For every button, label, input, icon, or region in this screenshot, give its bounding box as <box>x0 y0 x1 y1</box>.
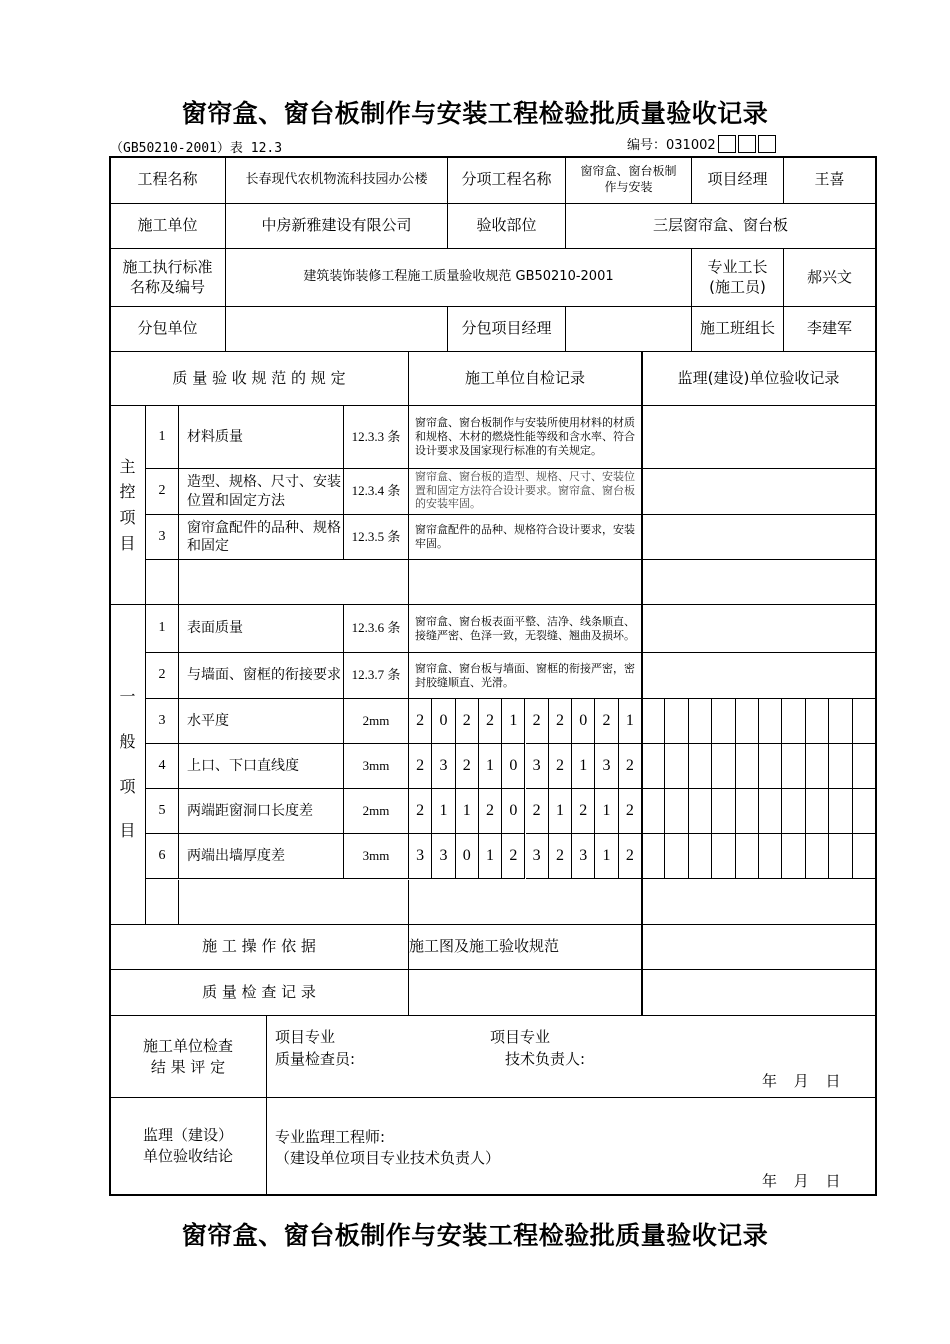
supervision-measure-cell[interactable] <box>642 789 665 834</box>
measured-value[interactable]: 2 <box>549 699 572 744</box>
measured-value[interactable]: 3 <box>526 744 549 789</box>
supervision-record[interactable] <box>642 605 876 653</box>
item-number: 2 <box>146 469 179 515</box>
measured-value[interactable]: 1 <box>595 834 618 879</box>
main-items-label <box>110 406 146 605</box>
measured-value[interactable]: 2 <box>479 699 502 744</box>
section-label-char: 一 <box>119 686 136 706</box>
basis-supervision-cell[interactable] <box>642 925 876 970</box>
supervision-record[interactable] <box>642 515 876 560</box>
self-check-record[interactable] <box>409 560 642 605</box>
item-name: 与墙面、窗框的衔接要求 <box>179 653 344 699</box>
item-name: 上口、下口直线度 <box>179 744 344 789</box>
measured-value[interactable]: 2 <box>456 699 479 744</box>
sub-project-label: 分项工程名称 <box>448 157 566 204</box>
self-check-record[interactable] <box>409 880 642 925</box>
supervision-measure-cell[interactable] <box>782 834 805 879</box>
constructor-label: 施工单位 <box>110 204 226 249</box>
measured-value[interactable]: 2 <box>619 834 642 879</box>
supervision-measure-cell[interactable] <box>736 744 759 789</box>
supervision-eval-label <box>110 1098 267 1195</box>
supervision-record[interactable] <box>642 560 876 605</box>
section-label-char: 主 <box>119 456 136 476</box>
standard-label: 施工执行标准名称及编号 <box>110 249 226 307</box>
supervision-measure-cell[interactable] <box>782 699 805 744</box>
supervision-measure-cell[interactable] <box>736 789 759 834</box>
self-check-record[interactable]: 窗帘盒配件的品种、规格符合设计要求，安装牢固。 <box>409 515 642 560</box>
supervision-measure-cell[interactable] <box>642 699 665 744</box>
supervision-measure-cell[interactable] <box>829 834 852 879</box>
self-check-record[interactable]: 窗帘盒、窗台板表面平整、洁净、线条顺直、接缝严密、色泽一致，无裂缝、翘曲及损坏。 <box>409 605 642 653</box>
item-tolerance: 2mm <box>344 699 409 744</box>
measured-value[interactable]: 2 <box>409 789 432 834</box>
constructor-value: 中房新雅建设有限公司 <box>226 204 448 249</box>
inspector-label-1: 项目专业 <box>275 1028 336 1046</box>
measured-value[interactable]: 1 <box>619 699 642 744</box>
supervision-measure-cell[interactable] <box>829 744 852 789</box>
measured-value[interactable]: 2 <box>409 699 432 744</box>
measured-value[interactable]: 0 <box>432 699 455 744</box>
section-label-char: 目 <box>119 533 136 553</box>
item-number: 6 <box>146 834 179 879</box>
measured-value[interactable]: 0 <box>456 834 479 879</box>
supervision-column-header: 监理(建设)单位验收记录 <box>642 352 876 406</box>
project-name-label: 工程名称 <box>110 157 226 204</box>
supervision-measure-cell[interactable] <box>689 834 712 879</box>
foreman-value: 郝兴文 <box>784 249 876 307</box>
supervision-measure-cell[interactable] <box>689 789 712 834</box>
item-name: 两端距窗洞口长度差 <box>179 789 344 834</box>
item-name: 窗帘盒配件的品种、规格和固定 <box>179 515 344 560</box>
measured-value[interactable]: 0 <box>502 744 525 789</box>
form-code <box>627 134 776 153</box>
measured-value[interactable]: 3 <box>432 744 455 789</box>
supervision-eval-label-line1: 监理（建设） <box>142 1126 233 1144</box>
supervision-eval-date: 年 月 日 <box>762 1172 841 1190</box>
measured-value[interactable]: 2 <box>409 744 432 789</box>
item-clause: 12.3.3 条 <box>344 406 409 469</box>
subcontractor-label: 分包单位 <box>110 307 226 352</box>
item-clause: 12.3.4 条 <box>344 469 409 515</box>
item-tolerance: 3mm <box>344 834 409 879</box>
supervision-measure-cell[interactable] <box>665 834 688 879</box>
supervision-measure-cell[interactable] <box>665 699 688 744</box>
measured-value[interactable]: 2 <box>549 744 572 789</box>
supervision-eval-label-line2: 单位验收结论 <box>142 1147 233 1165</box>
subcontractor-value <box>226 307 448 352</box>
measured-value[interactable]: 3 <box>526 834 549 879</box>
code-box[interactable] <box>718 135 736 153</box>
measured-value[interactable]: 2 <box>526 789 549 834</box>
empty-cell <box>146 880 179 925</box>
item-number: 4 <box>146 744 179 789</box>
supervision-measure-cell[interactable] <box>689 699 712 744</box>
measured-value[interactable]: 2 <box>619 789 642 834</box>
measured-value[interactable]: 2 <box>502 834 525 879</box>
measured-value[interactable]: 2 <box>526 699 549 744</box>
supervision-measure-cell[interactable] <box>853 789 876 834</box>
item-name: 表面质量 <box>179 605 344 653</box>
item-tolerance: 3mm <box>344 744 409 789</box>
form-code-label: 编号：031002 <box>627 138 716 153</box>
supervision-measure-cell[interactable] <box>689 744 712 789</box>
item-number: 1 <box>146 605 179 653</box>
supervision-measure-cell[interactable] <box>806 744 829 789</box>
supervision-measure-cell[interactable] <box>759 789 782 834</box>
item-clause: 12.3.7 条 <box>344 653 409 699</box>
column-divider <box>641 352 643 1016</box>
measured-value[interactable]: 2 <box>595 699 618 744</box>
section-label-char: 般 <box>119 731 136 751</box>
tech-lead-label-1: 项目专业 <box>490 1028 551 1046</box>
sub-pm-label: 分包项目经理 <box>448 307 566 352</box>
general-items-label <box>110 605 146 925</box>
sub-project-value: 窗帘盒、窗台板制作与安装 <box>566 157 692 204</box>
item-name: 材料质量 <box>179 406 344 469</box>
item-clause: 12.3.5 条 <box>344 515 409 560</box>
supervision-measure-cell[interactable] <box>665 744 688 789</box>
supervision-record[interactable] <box>642 469 876 515</box>
supervision-measure-cell[interactable] <box>712 789 735 834</box>
measured-value[interactable]: 1 <box>479 744 502 789</box>
measured-value[interactable]: 1 <box>456 789 479 834</box>
sub-pm-value <box>566 307 692 352</box>
code-box[interactable] <box>738 135 756 153</box>
item-number: 3 <box>146 515 179 560</box>
quality-check-supervision-cell[interactable] <box>642 970 876 1016</box>
page-title: 窗帘盒、窗台板制作与安装工程检验批质量验收记录 <box>181 99 769 128</box>
supervision-measure-cell[interactable] <box>829 699 852 744</box>
supervision-measure-cell[interactable] <box>712 699 735 744</box>
supervision-measure-cell[interactable] <box>806 834 829 879</box>
measured-value[interactable]: 3 <box>572 834 595 879</box>
supervision-measure-cell[interactable] <box>782 744 805 789</box>
basis-label: 施 工 操 作 依 据 <box>110 925 409 970</box>
code-box[interactable] <box>758 135 776 153</box>
measured-value[interactable]: 3 <box>595 744 618 789</box>
supervising-engineer-label: 专业监理工程师: <box>275 1128 386 1146</box>
foreman-label: 专业工长(施工员) <box>692 249 784 307</box>
supervision-measure-cell[interactable] <box>712 744 735 789</box>
standard-reference: （GB50210-2001）表 12.3 <box>110 141 283 156</box>
tech-lead-label-2: 技术负责人: <box>505 1050 586 1068</box>
item-name: 两端出墙厚度差 <box>179 834 344 879</box>
supervision-measure-cell[interactable] <box>642 744 665 789</box>
measured-value[interactable]: 0 <box>502 789 525 834</box>
measured-value[interactable]: 3 <box>409 834 432 879</box>
standard-value: 建筑装饰装修工程施工质量验收规范 GB50210-2001 <box>226 249 692 307</box>
self-check-column-header: 施工单位自检记录 <box>409 352 642 406</box>
owner-tech-lead-label: （建设单位项目专业技术负责人） <box>275 1149 501 1167</box>
page-title-repeat: 窗帘盒、窗台板制作与安装工程检验批质量验收记录 <box>181 1221 769 1250</box>
team-leader-label: 施工班组长 <box>692 307 784 352</box>
spec-column-header: 质 量 验 收 规 范 的 规 定 <box>110 352 409 406</box>
measured-value[interactable]: 1 <box>549 789 572 834</box>
measured-value[interactable]: 0 <box>572 699 595 744</box>
supervision-measure-cell[interactable] <box>759 699 782 744</box>
item-clause: 12.3.6 条 <box>344 605 409 653</box>
project-manager-value: 王喜 <box>784 157 876 204</box>
supervision-measure-cell[interactable] <box>759 744 782 789</box>
section-label-char: 项 <box>119 508 136 527</box>
inspector-label-2: 质量检查员: <box>275 1050 356 1068</box>
construction-eval-label <box>110 1016 267 1098</box>
measured-value[interactable]: 1 <box>502 699 525 744</box>
self-check-record[interactable]: 窗帘盒、窗台板与墙面、窗框的衔接严密，密封胶缝顺直、光滑。 <box>409 653 642 699</box>
item-tolerance: 2mm <box>344 789 409 834</box>
quality-check-label: 质 量 检 查 记 录 <box>110 970 409 1016</box>
empty-cell <box>146 560 179 605</box>
item-number: 3 <box>146 699 179 744</box>
supervision-measure-cell[interactable] <box>806 699 829 744</box>
measured-value[interactable]: 2 <box>619 744 642 789</box>
item-number: 1 <box>146 406 179 469</box>
quality-check-value[interactable] <box>409 970 642 1016</box>
measured-value[interactable]: 2 <box>479 789 502 834</box>
section-label-char: 目 <box>119 821 136 841</box>
measured-value[interactable]: 1 <box>595 789 618 834</box>
supervision-measure-cell[interactable] <box>853 744 876 789</box>
construction-eval-date: 年 月 日 <box>762 1072 841 1090</box>
team-leader-value: 李建军 <box>784 307 876 352</box>
supervision-measure-cell[interactable] <box>782 789 805 834</box>
supervision-measure-cell[interactable] <box>736 699 759 744</box>
supervision-record[interactable] <box>642 880 876 925</box>
self-check-record[interactable]: 窗帘盒、窗台板的造型、规格、尺寸、安装位置和固定方法符合设计要求。窗帘盒、窗台板的安装牢固。 <box>409 469 642 515</box>
project-manager-label: 项目经理 <box>692 157 784 204</box>
supervision-measure-cell[interactable] <box>853 699 876 744</box>
measured-value[interactable]: 1 <box>432 789 455 834</box>
supervision-measure-cell[interactable] <box>853 834 876 879</box>
empty-cell <box>179 560 409 605</box>
item-number: 2 <box>146 653 179 699</box>
measured-value[interactable]: 3 <box>432 834 455 879</box>
measured-value[interactable]: 1 <box>572 744 595 789</box>
supervision-measure-cell[interactable] <box>736 834 759 879</box>
supervision-measure-cell[interactable] <box>642 834 665 879</box>
basis-value: 施工图及施工验收规范 <box>409 925 642 970</box>
measured-value[interactable]: 1 <box>479 834 502 879</box>
supervision-record[interactable] <box>642 653 876 699</box>
measured-value[interactable]: 2 <box>456 744 479 789</box>
measured-value[interactable]: 2 <box>549 834 572 879</box>
supervision-measure-cell[interactable] <box>806 789 829 834</box>
supervision-measure-cell[interactable] <box>665 789 688 834</box>
construction-eval-label-line1: 施工单位检查 <box>142 1036 233 1055</box>
supervision-measure-cell[interactable] <box>712 834 735 879</box>
item-name: 造型、规格、尺寸、安装位置和固定方法 <box>179 469 344 515</box>
supervision-record[interactable] <box>642 406 876 469</box>
acceptance-part-label: 验收部位 <box>448 204 566 249</box>
construction-eval-label-line2: 结 果 评 定 <box>150 1057 226 1076</box>
acceptance-part-value: 三层窗帘盒、窗台板 <box>566 204 876 249</box>
section-label-char: 项 <box>119 776 136 796</box>
item-number: 5 <box>146 789 179 834</box>
item-name: 水平度 <box>179 699 344 744</box>
project-name-value: 长春现代农机物流科技园办公楼 <box>226 157 448 204</box>
supervision-measure-cell[interactable] <box>759 834 782 879</box>
supervision-measure-cell[interactable] <box>829 789 852 834</box>
measured-value[interactable]: 2 <box>572 789 595 834</box>
self-check-record[interactable]: 窗帘盒、窗台板制作与安装所使用材料的材质和规格、木材的燃烧性能等级和含水率、符合设计要求及国家现行标准的有关规定。 <box>409 406 642 469</box>
section-label-char: 控 <box>119 482 136 502</box>
empty-cell <box>179 880 409 925</box>
